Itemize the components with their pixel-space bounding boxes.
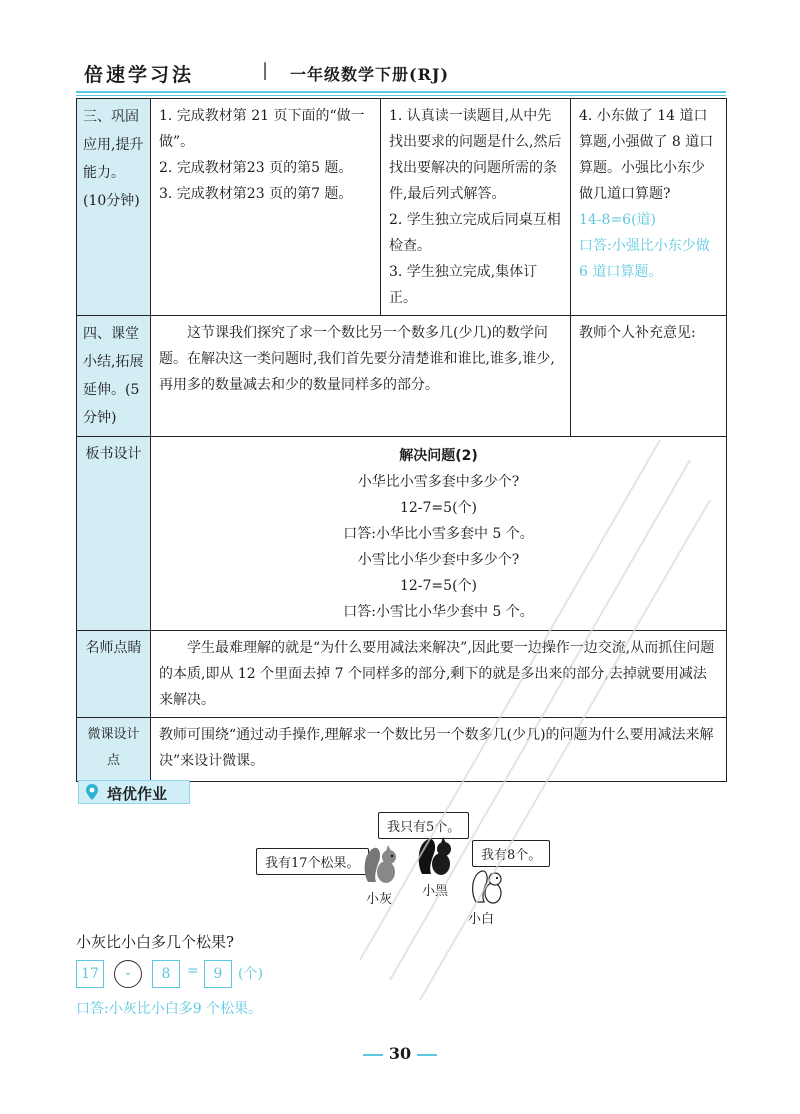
black-squirrel-icon [416,834,456,878]
exercise-question: 4. 小东做了 14 道口算题,小强做了 8 道口算题。小强比小东少做几道口算题? [579,108,714,202]
white-squirrel-icon [470,866,506,906]
table-row-board [77,437,727,631]
speech-bubble-white: 我有8个。 [472,840,550,867]
task-item: 1. 完成教材第 21 页下面的“做一做”。 [159,108,365,150]
board-line: 12-7=5(个) [399,500,477,516]
location-pin-icon [85,783,99,801]
equation-operator-circle: - [114,960,142,988]
board-line: 口答:小华比小雪多套中 5 个。 [343,526,534,542]
homework-answer: 口答:小灰比小白多9 个松果。 [76,1001,263,1017]
board-line: 12-7=5(个) [399,578,477,594]
board-line: 小雪比小华少套中多少个? [357,552,520,568]
header-rule-thin [76,95,726,96]
tips-text: 学生最难理解的就是“为什么要用减法来解决”,因此要一边操作一边交流,从而抓住问题的本质,即从 12 个里面去掉 7 个同样多的部分,剩下的就是多出来的部分,去掉就要用减法来解决。 [151,631,727,718]
method-item: 3. 学生独立完成,集体订正。 [389,264,538,306]
grey-squirrel-icon [362,842,400,886]
equation-box-a: 17 [76,960,104,988]
summary-text: 这节课我们探究了求一个数比另一个数多几(少几)的数学问题。在解决这一类问题时,我们首先要分清楚谁和谁比,谁多,谁少,再用多的数量减去和少的数量同样多的部分。 [151,316,571,437]
row-label-micro: 微课设计点 [77,718,151,782]
board-title: 解决问题(2) [399,448,478,464]
task-item: 2. 完成教材第23 页的第5 题。 [159,160,353,176]
board-line: 口答:小雪比小华少套中 5 个。 [343,604,534,620]
table-row-tips [77,631,727,718]
task-item: 3. 完成教材第23 页的第7 题。 [159,186,353,202]
squirrel-name-white: 小白 [468,912,495,927]
header-rule [76,91,726,93]
exercise-answer: 口答:小强比小东少做6 道口算题。 [579,238,710,280]
page-number-dash-right [417,1054,437,1056]
homework-section-tag [78,780,190,804]
page-number [0,1044,800,1063]
homework-tag-label: 培优作业 [107,785,168,803]
equation-row [76,960,376,990]
lesson-plan-table [76,98,727,782]
brand-title: 倍速学习法 [84,64,195,86]
row-label-board: 板书设计 [77,437,151,631]
method-item: 1. 认真读一读题目,从中先找出要求的问题是什么,然后找出要解决的问题所需的条件,最后列式解答。 [389,108,562,202]
page-number-dash-left [363,1054,383,1056]
squirrel-name-grey: 小灰 [366,892,393,907]
exercise-equation: 14-8=6(道) [579,212,657,228]
speech-bubble-grey: 我有17个松果。 [256,848,369,875]
equation-unit: (个) [238,966,263,982]
page-number-value: 30 [388,1044,412,1063]
equation-box-result: 9 [204,960,232,988]
row-label-practice: 三、巩固应用,提升能力。(10分钟) [77,99,151,316]
homework-question: 小灰比小白多几个松果? [76,933,235,951]
table-row-practice [77,99,727,316]
speech-bubble-black: 我只有5个。 [378,812,469,839]
book-subtitle: 一年级数学下册(RJ) [290,65,450,84]
board-design [151,437,727,631]
squirrel-name-black: 小黑 [422,884,449,899]
squirrel-illustration [250,808,570,932]
header-separator: | [262,60,269,81]
page-header [76,58,724,92]
table-row-micro [77,718,727,782]
equation-equals: = [187,963,199,979]
table-row-summary [77,316,727,437]
practice-tasks [151,99,381,316]
equation-box-b: 8 [152,960,180,988]
row-label-summary: 四、课堂小结,拓展延伸。(5分钟) [77,316,151,437]
method-item: 2. 学生独立完成后同桌互相检查。 [389,212,561,254]
teacher-note: 教师个人补充意见: [571,316,727,437]
practice-exercise [571,99,727,316]
row-label-tips: 名师点睛 [77,631,151,718]
board-line: 小华比小雪多套中多少个? [357,474,520,490]
micro-text: 教师可围绕“通过动手操作,理解求一个数比另一个数多几(少几)的问题为什么要用减法来解决”来设计微课。 [151,718,727,782]
practice-methods [381,99,571,316]
